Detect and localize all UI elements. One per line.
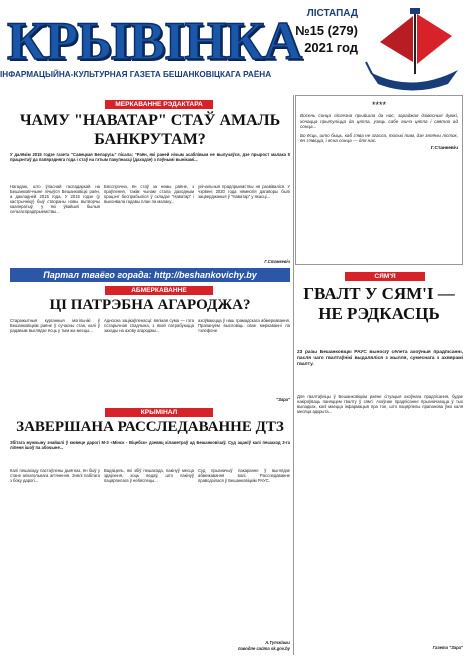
newspaper-logo: КРЫВІНКА	[7, 11, 302, 71]
section-rubric: АБМЕРКАВАННЕ	[105, 286, 213, 295]
article-column: ахоўваюцца ў наш грамадскага абмеркавання. Прапануем высловіць свае меркаванні па тэлефоне.	[198, 318, 290, 334]
column-divider	[293, 95, 294, 655]
poem-box	[295, 95, 463, 265]
article-lead: Збітага мужчыну знайшлі ў кювеце дарогі М-3 «Мінск - Віцебск» дзевяц кіламетраў ад Бешанковічаў. Суд ацаніў калі пешаход 3-га ліпеня ішоў па абочыне...	[10, 440, 290, 451]
article-lead: 23 разы Бешанковіцкі РАУС выносіў сёлета ахоўныя прадпісанні, пасля чаго гвалтаўнікі выдаляліся з жылля, сумеснага з ахвярамі гвалту.	[297, 350, 463, 367]
article-column: Бясспрэчна, ён стаў за немы раёне, з праўлення, такім чынам стала даходным працэнт беспрабыліся ў складзе "Наватар" і выконвала гадавы план па малаку...	[104, 184, 194, 205]
poem-text: Бо ёсць, што быць, каб з'ява не згасла, толькі там, дзе зялёны лісток, ён з'явіцца, і ясна сонца — для нас.	[300, 132, 458, 144]
article-column: Суд прызначыў пакаранне ў выглядзе абмежавання волі. Расследаванне праводзілася ў Бешанковіцкім РАУС.	[198, 468, 290, 484]
poem-text: Восень сонца ліслезна прыйшла да нас, зараджая дзівосныя думкі, хочацца прытуліцца да цяпла, узяць сабе яшчэ цяпла і святла ад сонца...	[300, 113, 458, 130]
article-column: Вадзіцель, які збіў пешахода, пакінуў месца здарэння, хоць ведаў, што пакінуў пацярпелага ў небяспецы...	[104, 468, 194, 484]
article-signature: "Зара"	[276, 397, 290, 402]
article-headline: ГВАЛТ У СЯМ'І — НЕ РЭДКАСЦЬ	[303, 284, 455, 323]
article-headline: ЗАВЕРШАНА РАССЛЕДАВАННЕ ДТЗ	[16, 419, 284, 435]
section-rubric: МЕРКАВАННЕ РЭДАКТАРА	[105, 100, 213, 109]
stars-divider: ****	[371, 100, 386, 110]
issue-month: ЛІСТАПАД	[306, 8, 358, 19]
site-link-banner[interactable]: Партал тваёго горада: http://beshankovichy.by	[10, 268, 290, 282]
issue-info	[270, 8, 358, 55]
poem-author: Г.Станкевіч	[431, 145, 458, 151]
article-body: Для гвалтаўніцы ў Бешанковіцкім раёне сітуацыя ахоўнага прадпісання, будзе накіроўваць паняццем гвалту ў сям'і. Ахоўнае прадпісанне прызначаецца ў тых выпадках, калі маецца інфармацыя пра тое, што пацярпелы прапанова ўжо каля месяца адкрыта...	[297, 394, 463, 415]
article-column: Нагадаю, што ўласнай гаспадаркай на Бешанковіччыне лічыўся Бешанковіцкі раён, а дакладней 2015 года. У 2015 годзе (у кастрычніку) быў створаны новы вытворчы кааператыў, у які ўвайшлі былыя сельгаспрадпрыемствы...	[10, 184, 100, 215]
article-column: Старажытныя курганныя могільнікі ў Бешанковіцкім раёне ў сучасны стан, калі ў радавым выглядзе ёсць у тым жа месцы...	[10, 318, 100, 334]
section-rubric: СЯМ'Я	[345, 272, 425, 281]
article-column: Адносна зацікаўленасці: вялікая сума — гэта гістарычная спадчына, з якой патрабуюцца захады на ахову агароджы...	[104, 318, 194, 334]
article-source: паводле сайта sk.gov.by	[237, 646, 290, 651]
article-column: унічальныя прадпрыемствы ня развіваліся. У чэрвені 2020 года нямногія дагаворы былі зацверджаныя ў "Наватар" у якасці...	[198, 184, 290, 200]
issue-number: №15 (279)	[295, 23, 358, 38]
section-rubric: КРЫМІНАЛ	[105, 408, 213, 417]
masthead	[0, 0, 466, 95]
article-signature: Газета "Зара"	[432, 645, 463, 650]
issue-year: 2021 год	[304, 40, 358, 55]
article-column: Калі пешаходу пастаўлены дыягназ, ён быў у стане алкагольнага ап'янення. Знялі пабітага з боку дарогі...	[10, 468, 100, 484]
article-headline: ЧАМУ "НАВАТАР" СТАЎ АМАЛЬ БАНКРУТАМ?	[19, 112, 281, 148]
article-signature: Г.Станкевіч	[264, 259, 290, 264]
article-signature: А.Тутэйшы	[265, 640, 290, 645]
subtitle: ІНФАРМАЦЫЙНА-КУЛЬТУРНАЯ ГАЗЕТА БЕШАНКОВІЦКАГА РАЁНА	[0, 70, 272, 79]
article-lead: У далёкім 2015 годзе газета "Савецкая Беларусь" пісала: "Раён, які раней нічым асаблівым не вылучаўся, дзе прырост малака 5 працэнтаў да папярэдняга года і стаў на гэтым пакупнасці (даходзе) з пэўнымі вынікамі...	[10, 152, 290, 163]
ship-emblem-icon	[360, 2, 465, 94]
article-headline: ЦІ ПАТРЭБНА АГАРОДЖА?	[49, 297, 251, 313]
